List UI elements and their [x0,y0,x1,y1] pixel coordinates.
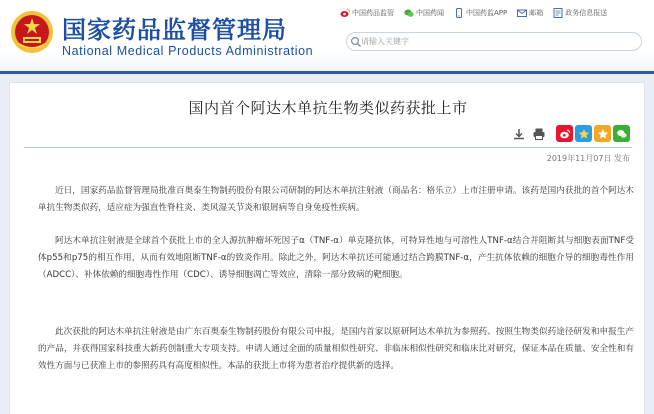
article-paragraph: 阿达木单抗注射液是全球首个获批上市的全人源抗肿瘤坏死因子α（TNF-α）单克隆抗体，可特异性地与可溶性人TNF-α结合并阻断其与细胞表面TNF受体p55和p75的相互作用，从而有效地阻断TNF-α的致炎作用。除此之外，阿达木单抗还可能通过结合跨膜TNF-α，产生抗体依赖的细胞介导的细胞毒性作用（ADCC）、补体依赖的细胞毒性作用（CDC）、诱导细胞凋亡等效应，清除一部分致病的靶细胞。 [38,236,634,280]
search-input[interactable]: 请输入关键字 [361,37,409,46]
top-link-label: 邮箱 [529,9,544,17]
top-link-mail[interactable] [517,8,543,18]
site-name[interactable]: 国家药品监督管理局 [62,16,287,44]
national-emblem-icon[interactable] [10,10,54,54]
top-link-app[interactable] [454,8,507,18]
weibo-icon [340,8,350,18]
mail-icon [517,8,527,18]
article-paragraph: 此次获批的阿达木单抗注射液是由广东百奥泰生物制药股份有限公司申报，是国内首家以原研阿达木单抗为参照药、按照生物类似药途径研发和申报生产的产品，并获得国家科技重大新药创制重大专项支持。申请人通过全面的质量相似性研究、非临床相似性研究和临床比对研究，保证本品在质量、安全性和有效性方面与已获准上市的参照药具有高度相似性。本品的获批上市将为患者治疗提供新的选择。 [38,327,634,371]
top-link-label: 政务信息报送 [565,9,608,17]
share-star-icon[interactable] [594,125,611,142]
title-divider [24,147,632,148]
share-qzone-icon[interactable] [575,125,592,142]
top-link-label: 中国药品监管 [352,9,394,17]
top-link-label: 中国药闻 [416,9,444,17]
top-link-label: 中国药监APP [466,9,508,17]
top-link-weibo[interactable] [340,8,394,18]
top-link-wechat[interactable] [404,8,444,18]
publish-date: 2019年11月07日 发布 [546,154,630,163]
report-icon [553,8,563,18]
site-header [0,0,654,74]
top-link-report[interactable] [553,8,607,18]
share-wechat-icon[interactable] [613,125,630,142]
top-links-bar [340,6,617,20]
article-paragraph: 近日，国家药品监督管理局批准百奥泰生物制药股份有限公司研制的阿达木单抗注射液（商品名：格乐立）上市注册申请。该药是国内获批的首个阿达木单抗生物类似药，适应症为强直性脊柱炎、类风湿关节炎和银屑病等自身免疫性疾病。 [38,186,634,213]
download-icon[interactable] [512,127,526,141]
share-weibo-icon[interactable] [556,125,573,142]
search-box[interactable] [346,32,642,51]
article-card [9,82,645,414]
site-name-english[interactable]: National Medical Products Administration [62,44,314,58]
print-icon[interactable] [532,127,546,141]
wechat-icon [404,8,414,18]
phone-icon [454,8,464,18]
article-tools [506,125,630,142]
article-title: 国内首个阿达木单抗生物类似药获批上市 [188,99,468,117]
